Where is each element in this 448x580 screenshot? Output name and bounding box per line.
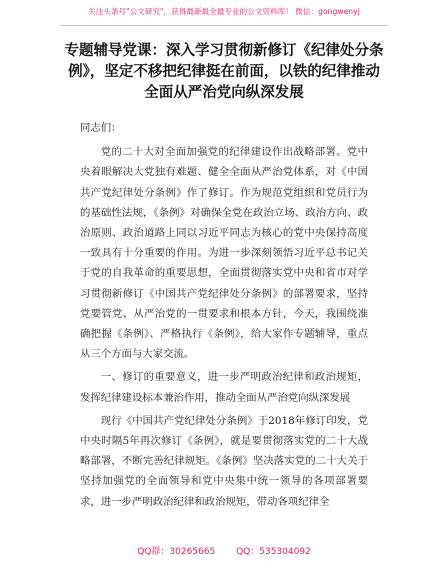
footer-contact (0, 544, 448, 557)
qq-group-text: QQ群：30265665 (137, 547, 216, 557)
paragraph-intro: 党的二十大对全面加强党的纪律建设作出战略部署。党中央着眼解决大党独有难题、健全全面从严治党体系，对《中国共产党纪律处分条例》作了修订。作为规范党组织和党员行为的基础性法规，《条例》对确保全党在政治立场、政治方向、政治原则、政治道路上同以习近平同志为核心的党中央保持高度一致具有十分重要的作用。为进一步深刻领悟习近平总书记关于党的自我革命的重要思想，全面贯彻落实党中央和省市对学习贯彻新修订《中国共产党纪律处分条例》的部署要求，坚持党要管党、从严治党的一贯要求和根本方针，今天，我围绕准确把握《条例》、严格执行《条例》，给大家作专题辅导，重点从三个方面与大家交流。 (80, 146, 368, 361)
paragraph-revision: 现行《中国共产党纪律处分条例》于2018年修订印发，党中央时隔5年再次修订《条例》，就是要贯彻落实党的二十大战略部署，不断完善纪律规矩。《条例》坚决落实党的二十大关于坚持加强党的全面领导和党中央集中统一领导的各项部署要求，进一步严明政治纪律和政治规矩，带动各项纪律全 (80, 414, 368, 508)
document-body (80, 118, 368, 512)
header-banner: 关注头条号"公文研究"，获得最新最全最专业的公文资料库！ 微信：gongwenyj (88, 7, 360, 16)
qq-text: QQ：535304092 (236, 547, 311, 557)
header-divider (60, 25, 388, 26)
document-title: 专题辅导党课：深入学习贯彻新修订《纪律处分条例》，坚定不移把纪律挺在前面，以铁的纪律推动全面从严治党向纵深发展 (64, 43, 384, 101)
salutation: 同志们： (80, 122, 122, 134)
section-heading-1: 一、修订的重要意义，进一步严明政治纪律和政治规矩，发挥纪律建设标本兼治作用，推动全面从严治党向纵深发展 (80, 371, 368, 404)
